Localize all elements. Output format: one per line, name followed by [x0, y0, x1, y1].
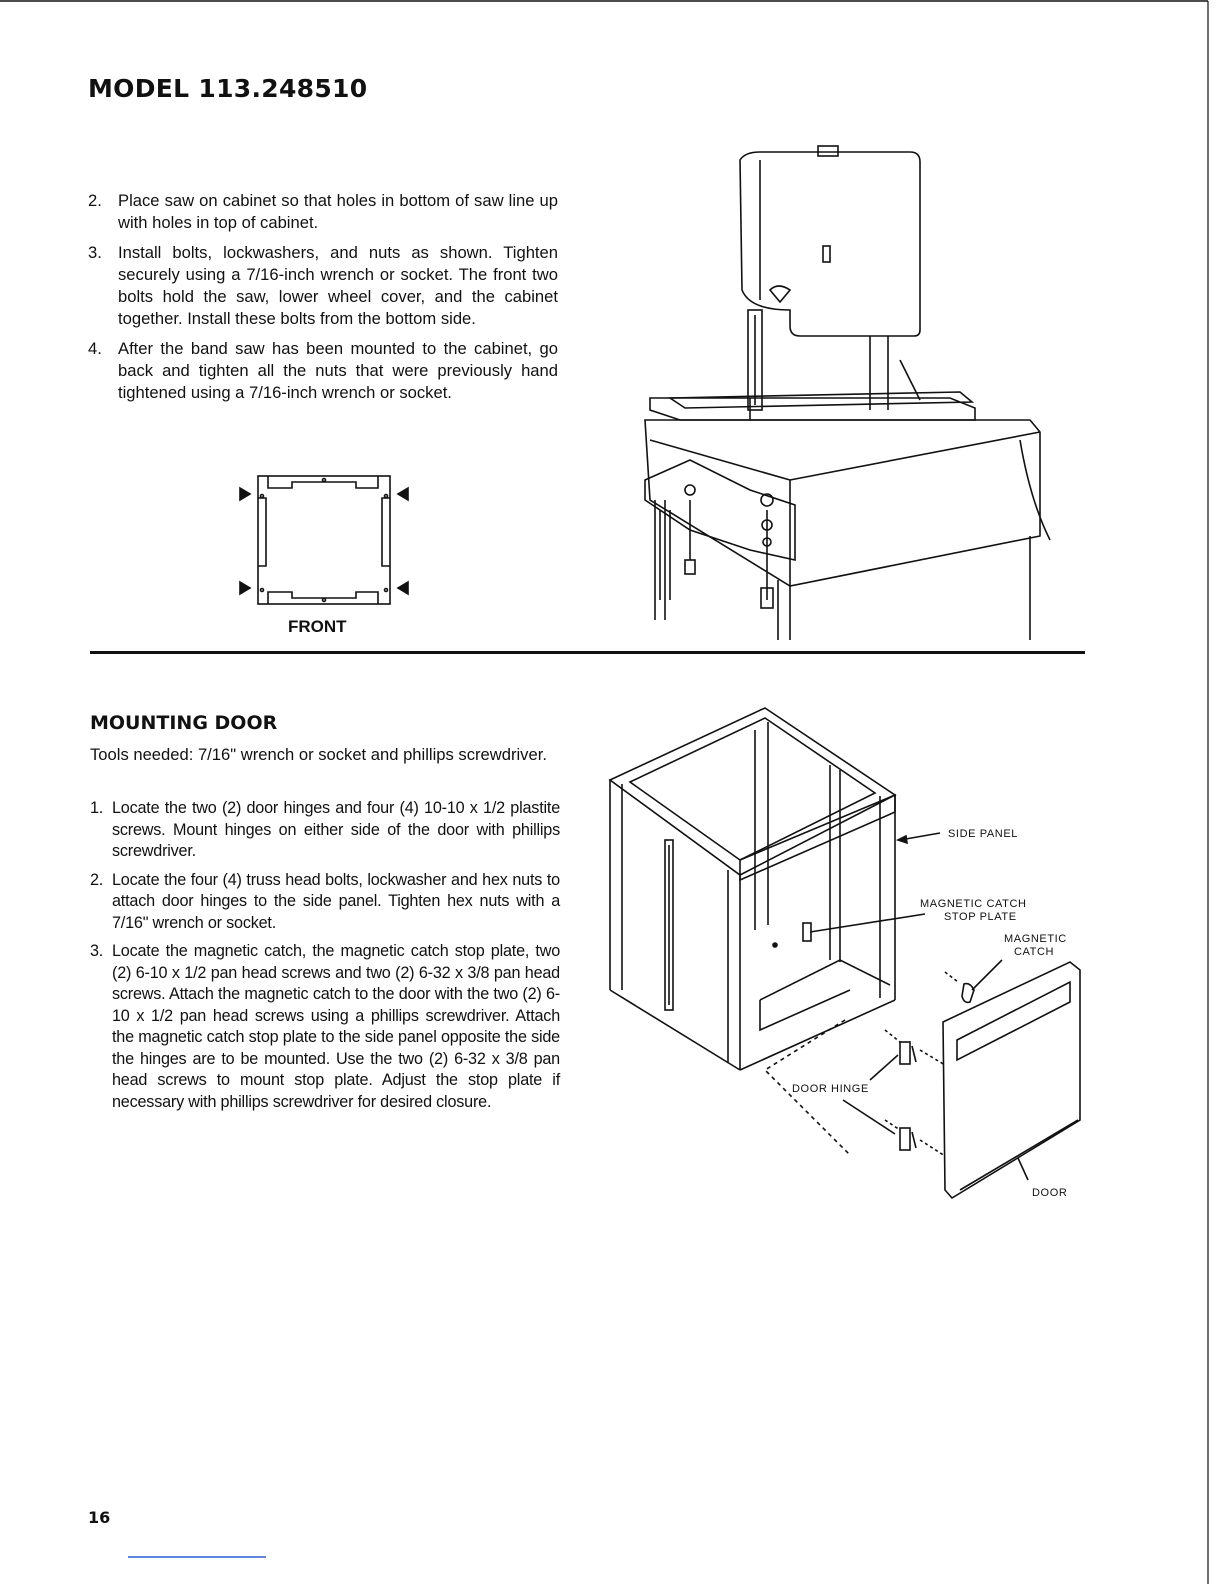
step-number: 2. — [90, 870, 104, 889]
step-number: 3. — [88, 243, 102, 262]
door-mounting-steps — [90, 798, 560, 1120]
list-item — [90, 798, 560, 863]
step-text: Locate the two (2) door hinges and four (4) 10-10 x 1/2 plastite screws. Mount hinges on either side of the door with phillips screwdriver. — [112, 799, 560, 860]
band-saw-illustration — [630, 140, 1080, 640]
step-number: 1. — [90, 799, 104, 817]
step-number: 3. — [90, 942, 104, 960]
step-text: Locate the magnetic catch, the magnetic catch stop plate, two (2) 6-10 x 1/2 pan head screws and two (2) 6-32 x 3/8 pan head screws. Attach the magnetic catch to the door with the two (2) 6-10 x 1/2 pan head screws using a phillips screwdriver. Attach the magnetic catch stop plate to the side panel opposite the side the hinges are to be mounted. Use the two (2) 6-32 x 3/8 pan head screws to mount stop plate. Adjust the stop plate if necessary with phillips screwdriver for desired closure. — [112, 942, 560, 1111]
stop-plate-callout-line2: STOP PLATE — [944, 911, 1017, 923]
list-item — [90, 870, 560, 935]
step-number: 2. — [88, 191, 102, 210]
hole-pattern-diagram — [230, 468, 410, 618]
step-text: After the band saw has been mounted to the cabinet, go back and tighten all the nuts that were previously hand tightened using a 7/16-inch wrench or socket. — [118, 339, 558, 402]
stop-plate-callout — [920, 898, 1027, 924]
door-hinge-callout: DOOR HINGE — [792, 1083, 869, 1095]
step-number: 4. — [88, 339, 102, 358]
list-item — [88, 242, 558, 330]
model-title: MODEL 113.248510 — [88, 74, 368, 103]
saw-mounting-steps — [88, 190, 558, 412]
page-number: 16 — [88, 1508, 111, 1527]
list-item — [88, 190, 558, 234]
tools-needed-text: Tools needed: 7/16" wrench or socket and phillips screwdriver. — [90, 745, 547, 764]
magnetic-catch-callout-line1: MAGNETIC — [1004, 933, 1067, 945]
front-label: FRONT — [288, 617, 347, 636]
section-heading: MOUNTING DOOR — [90, 712, 278, 734]
magnetic-catch-callout — [1004, 933, 1067, 959]
list-item — [90, 941, 560, 1113]
stop-plate-callout-line1: MAGNETIC CATCH — [920, 898, 1027, 910]
section-divider — [90, 651, 1085, 654]
magnetic-catch-callout-line2: CATCH — [1014, 946, 1055, 958]
list-item — [88, 338, 558, 404]
side-panel-callout: SIDE PANEL — [948, 828, 1018, 840]
step-text: Locate the four (4) truss head bolts, lockwasher and hex nuts to attach door hinges to the side panel. Tighten hex nuts with a 7/16" wrench or socket. — [112, 870, 560, 932]
step-text: Install bolts, lockwashers, and nuts as shown. Tighten securely using a 7/16-inch wrench or socket. The front two bolts hold the saw, lower wheel cover, and the cabinet together. Install these bolts from the bottom side. — [118, 243, 558, 328]
door-callout: DOOR — [1032, 1187, 1068, 1199]
step-text: Place saw on cabinet so that holes in bottom of saw line up with holes in top of cabinet. — [118, 191, 558, 232]
